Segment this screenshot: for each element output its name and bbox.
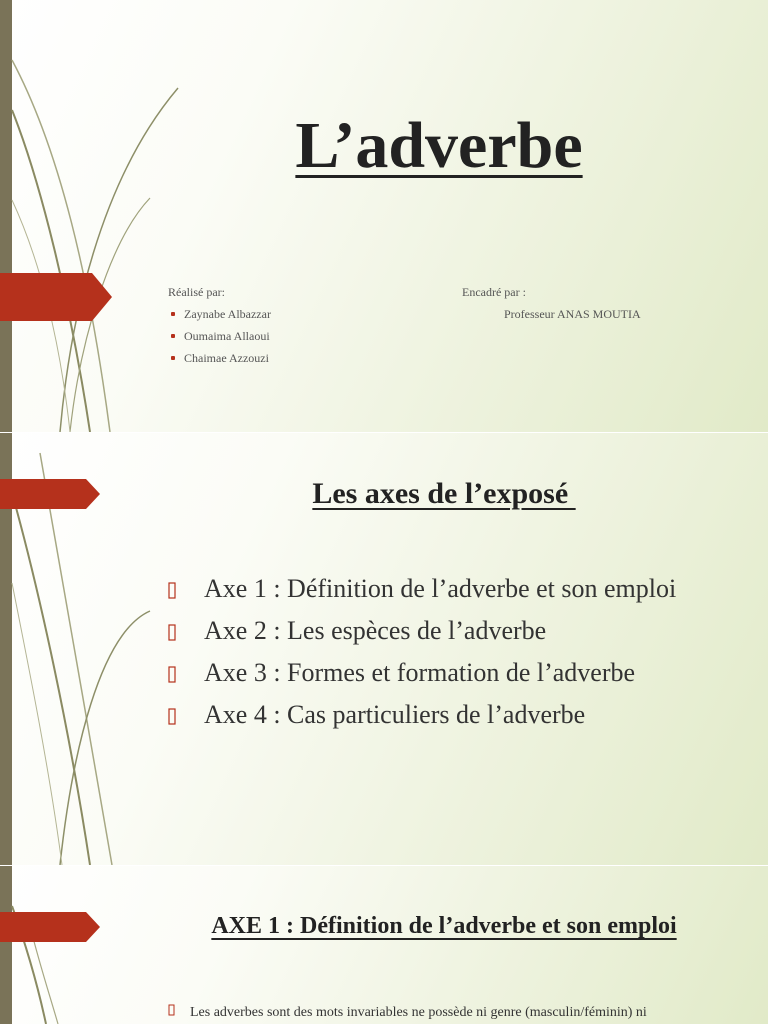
members-list bbox=[168, 303, 271, 369]
title-slide bbox=[0, 0, 768, 432]
outline-slide bbox=[0, 433, 768, 865]
definition-text bbox=[168, 1004, 728, 1021]
list-item bbox=[168, 697, 688, 732]
missing-glyph-bullet-icon bbox=[168, 700, 177, 735]
list-item bbox=[168, 571, 688, 606]
realise-label: Réalisé par: bbox=[168, 285, 225, 299]
page-title: L’adverbe bbox=[295, 109, 583, 182]
definition-sentence: Les adverbes sont des mots invariables ne possède ni genre (masculin/féminin) ni bbox=[190, 1005, 647, 1020]
axe-text: Axe 4 : Cas particuliers de l’adverbe bbox=[204, 700, 586, 729]
axe-text: Axe 2 : Les espèces de l’adverbe bbox=[204, 616, 547, 645]
list-item: Oumaima Allaoui bbox=[168, 325, 271, 347]
definition-slide bbox=[0, 866, 768, 1024]
missing-glyph-bullet-icon bbox=[168, 658, 177, 693]
missing-glyph-bullet-icon bbox=[168, 1004, 190, 1021]
list-item bbox=[168, 613, 688, 648]
professor-name: Professeur ANAS MOUTIA bbox=[504, 307, 641, 321]
section-title: AXE 1 : Définition de l’adverbe et son emploi bbox=[211, 913, 677, 939]
list-item: Zaynabe Albazzar bbox=[168, 303, 271, 325]
list-item bbox=[168, 655, 688, 690]
list-item: Chaimae Azzouzi bbox=[168, 347, 271, 369]
axes-list bbox=[168, 571, 688, 739]
missing-glyph-bullet-icon bbox=[168, 574, 177, 609]
axe-text: Axe 3 : Formes et formation de l’adverbe bbox=[204, 658, 636, 687]
axe-text: Axe 1 : Définition de l’adverbe et son emploi bbox=[204, 574, 677, 603]
decorative-swoosh bbox=[0, 866, 220, 1024]
missing-glyph-bullet-icon bbox=[168, 616, 177, 651]
section-title: Les axes de l’exposé bbox=[312, 477, 576, 510]
encadre-label: Encadré par : bbox=[462, 285, 526, 299]
red-tab-marker bbox=[0, 273, 112, 321]
